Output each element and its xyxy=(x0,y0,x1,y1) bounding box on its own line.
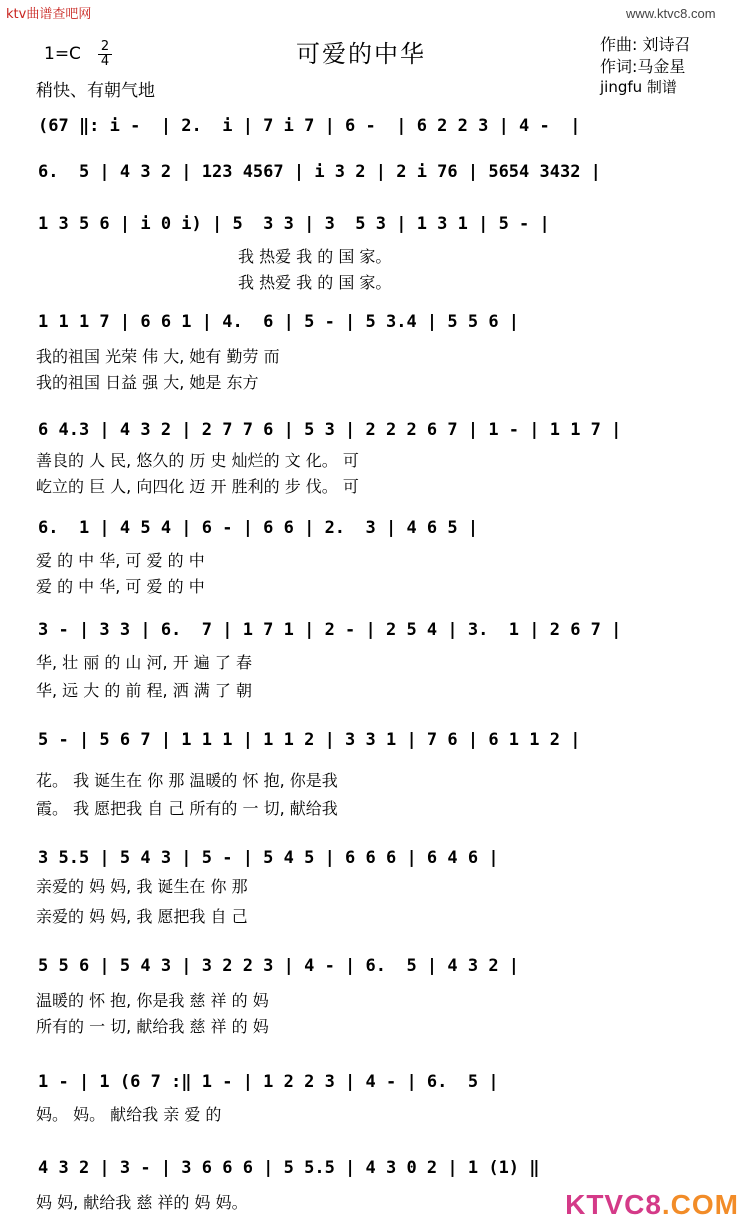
lyric-verse-2: 霞。 我 愿把我 自 己 所有的 一 切, 献给我 xyxy=(36,799,338,818)
notation: 3 5.5 | 5 4 3 | 5 - | 5 4 5 | 6 6 6 | 6 4 6 | xyxy=(38,848,499,868)
tempo-marking: 稍快、有朝气地 xyxy=(36,81,155,101)
notation: 1 - | 1 (6 7 :‖ 1 - | 1 2 2 3 | 4 - | 6. 5 | xyxy=(38,1072,499,1092)
lyric-verse-2: 屹立的 巨 人, 向四化 迈 开 胜利的 步 伐。 可 xyxy=(36,477,359,496)
lyric-verse-2: 爱 的 中 华, 可 爱 的 中 xyxy=(36,577,205,596)
time-top: 2 xyxy=(98,40,112,55)
lyric-verse-1: 温暖的 怀 抱, 你是我 慈 祥 的 妈 xyxy=(36,991,269,1010)
watermark-bottom xyxy=(565,1189,739,1221)
lyric-verse-2: 华, 远 大 的 前 程, 洒 满 了 朝 xyxy=(36,681,252,700)
notation: 1 1 1 7 | 6 6 1 | 4. 6 | 5 - | 5 3.4 | 5 5 6 | xyxy=(38,312,520,332)
score-line xyxy=(0,620,745,700)
score-line xyxy=(0,1072,745,1137)
notation: 3 - | 3 3 | 6. 7 | 1 7 1 | 2 - | 2 5 4 | 3. 1 | 2 6 7 | xyxy=(38,620,622,640)
lyric-verse-1: 亲爱的 妈 妈, 我 诞生在 你 那 xyxy=(36,877,248,896)
composer: 作曲: 刘诗召 xyxy=(600,35,691,54)
notation: 6. 1 | 4 5 4 | 6 - | 6 6 | 2. 3 | 4 6 5 | xyxy=(38,518,479,538)
lyric-verse-1: 妈。 妈。 献给我 亲 爱 的 xyxy=(36,1105,222,1124)
watermark-top: ktv曲谱查吧网 xyxy=(6,7,92,22)
notation: 6. 5 | 4 3 2 | 123 4567 | i 3 2 | 2 i 76 | 5654 3432 | xyxy=(38,162,601,182)
watermark-bottom-main: KTVC8 xyxy=(565,1189,662,1220)
score-line xyxy=(0,312,745,392)
lyricist: 作词:马金星 xyxy=(600,57,686,76)
notation: 6 4.3 | 4 3 2 | 2 7 7 6 | 5 3 | 2 2 2 6 7 | 1 - | 1 1 7 | xyxy=(38,420,622,440)
lyric-verse-1: 善良的 人 民, 悠久的 历 史 灿烂的 文 化。 可 xyxy=(36,451,359,470)
arranger: jingfu 制谱 xyxy=(600,78,677,96)
lyric-verse-1: 妈 妈, 献给我 慈 祥的 妈 妈。 xyxy=(36,1193,248,1212)
score-line xyxy=(0,956,745,1036)
notation: 4 3 2 | 3 - | 3 6 6 6 | 5 5.5 | 4 3 0 2 | 1 (1) ‖ xyxy=(38,1158,540,1178)
lyric-verse-2: 所有的 一 切, 献给我 慈 祥 的 妈 xyxy=(36,1017,269,1036)
watermark-site: www.ktvc8.com xyxy=(626,6,716,21)
lyric-verse-1: 华, 壮 丽 的 山 河, 开 遍 了 春 xyxy=(36,653,252,672)
notation: 1 3 5 6 | i 0 i) | 5 3 3 | 3 5 3 | 1 3 1 | 5 - | xyxy=(38,214,550,234)
notation: (67 ‖: i - | 2. i | 7 i 7 | 6 - | 6 2 2 3 | 4 - | xyxy=(38,116,581,136)
lyric-verse-1: 我 热爱 我 的 国 家。 xyxy=(238,247,392,266)
lyric-verse-2: 我 热爱 我 的 国 家。 xyxy=(238,273,392,292)
score-line xyxy=(0,848,745,926)
lyric-verse-2: 我的祖国 日益 强 大, 她是 东方 xyxy=(36,373,259,392)
notation: 5 5 6 | 5 4 3 | 3 2 2 3 | 4 - | 6. 5 | 4 3 2 | xyxy=(38,956,520,976)
time-bottom: 4 xyxy=(100,54,110,69)
lyric-verse-2: 亲爱的 妈 妈, 我 愿把我 自 己 xyxy=(36,907,248,926)
lyric-verse-1: 花。 我 诞生在 你 那 温暖的 怀 抱, 你是我 xyxy=(36,771,338,790)
lyric-verse-1: 我的祖国 光荣 伟 大, 她有 勤劳 而 xyxy=(36,347,280,366)
score-line xyxy=(0,730,745,818)
key-signature: 1=C xyxy=(44,44,81,64)
song-title: 可爱的中华 xyxy=(296,40,426,68)
notation: 5 - | 5 6 7 | 1 1 1 | 1 1 2 | 3 3 1 | 7 6 | 6 1 1 2 | xyxy=(38,730,581,750)
lyric-verse-1: 爱 的 中 华, 可 爱 的 中 xyxy=(36,551,205,570)
time-signature xyxy=(98,40,112,69)
watermark-bottom-tld: .COM xyxy=(661,1189,739,1220)
score-line xyxy=(0,420,745,496)
score-line xyxy=(0,518,745,596)
score-line xyxy=(0,214,745,292)
